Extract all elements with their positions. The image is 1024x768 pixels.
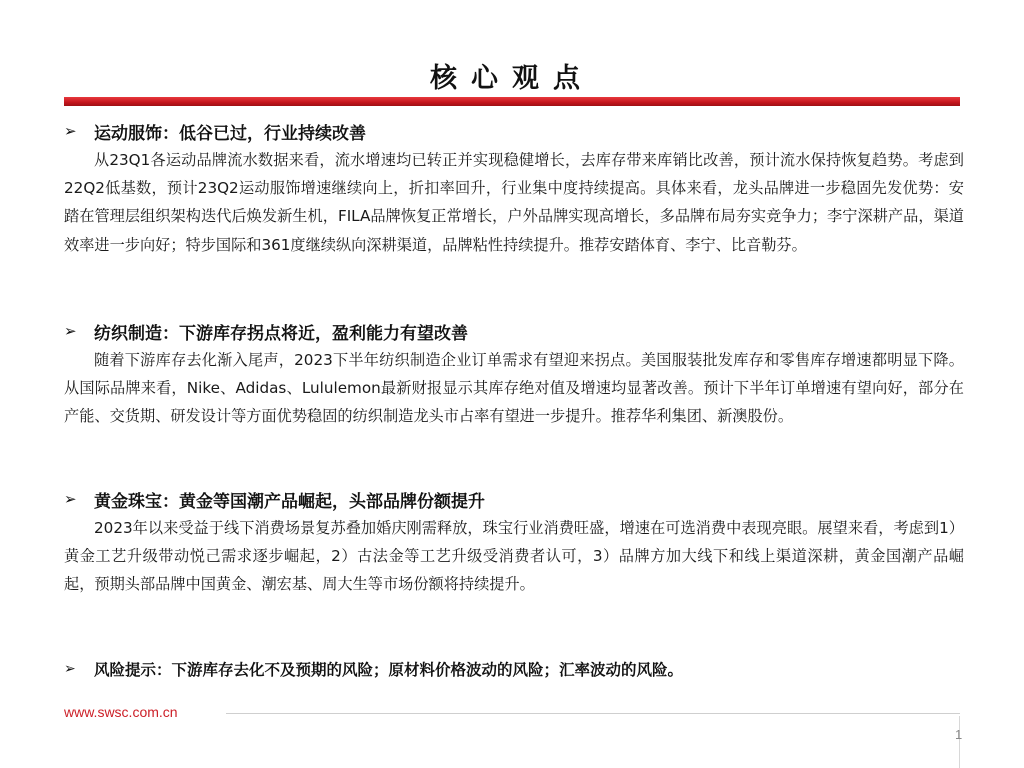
section-heading bbox=[64, 318, 964, 344]
footer-divider bbox=[226, 713, 960, 714]
risk-warning-text: 风险提示：下游库存去化不及预期的风险；原材料价格波动的风险；汇率波动的风险。 bbox=[94, 661, 684, 679]
section-jewelry bbox=[64, 486, 964, 599]
section-heading-text: 运动服饰：低谷已过，行业持续改善 bbox=[94, 123, 366, 144]
title-divider-bar bbox=[64, 97, 960, 106]
arrow-bullet-icon: ➢ bbox=[64, 490, 77, 508]
page-title: 核心观点 bbox=[430, 63, 594, 94]
arrow-bullet-icon: ➢ bbox=[64, 322, 77, 340]
section-body: 2023年以来受益于线下消费场景复苏叠加婚庆刚需释放，珠宝行业消费旺盛，增速在可选消费中表现亮眼。展望来看，考虑到1）黄金工艺升级带动悦己需求逐步崛起，2）古法金等工艺升级受消费者认可，3）品牌方加大线下和线上渠道深耕，黄金国潮产品崛起，预期头部品牌中国黄金、潮宏基、周大生等市场份额将持续提升。 bbox=[64, 519, 964, 594]
section-heading bbox=[64, 118, 964, 144]
risk-warning bbox=[64, 658, 964, 680]
page-number: 1 bbox=[955, 727, 963, 742]
footer-vertical-divider bbox=[959, 716, 960, 768]
footer-website-link[interactable]: www.swsc.com.cn bbox=[64, 704, 178, 720]
section-body: 随着下游库存去化渐入尾声，2023下半年纺织制造企业订单需求有望迎来拐点。美国服装批发库存和零售库存增速都明显下降。从国际品牌来看，Nike、Adidas、Lululemon最新财报显示其库存绝对值及增速均显著改善。预计下半年订单增速有望向好，部分在产能、交货期、研发设计等方面优势稳固的纺织制造龙头市占率有望进一步提升。推荐华利集团、新澳股份。 bbox=[64, 351, 964, 426]
arrow-bullet-icon: ➢ bbox=[64, 122, 77, 140]
section-sportswear bbox=[64, 118, 964, 259]
arrow-bullet-icon: ➢ bbox=[64, 661, 76, 677]
section-heading-text: 黄金珠宝：黄金等国潮产品崛起，头部品牌份额提升 bbox=[94, 491, 485, 512]
section-body: 从23Q1各运动品牌流水数据来看，流水增速均已转正并实现稳健增长，去库存带来库销比改善，预计流水保持恢复趋势。考虑到22Q2低基数，预计23Q2运动服饰增速继续向上，折扣率回升，行业集中度持续提高。具体来看，龙头品牌进一步稳固先发优势：安踏在管理层组织架构迭代后焕发新生机，FILA品牌恢复正常增长，户外品牌实现高增长，多品牌布局夯实竞争力；李宁深耕产品，渠道效率进一步向好；特步国际和361度继续纵向深耕渠道，品牌粘性持续提升。推荐安踏体育、李宁、比音勒芬。 bbox=[64, 151, 964, 254]
section-heading-text: 纺织制造：下游库存拐点将近，盈利能力有望改善 bbox=[94, 323, 468, 344]
section-heading bbox=[64, 486, 964, 512]
section-textile bbox=[64, 318, 964, 431]
